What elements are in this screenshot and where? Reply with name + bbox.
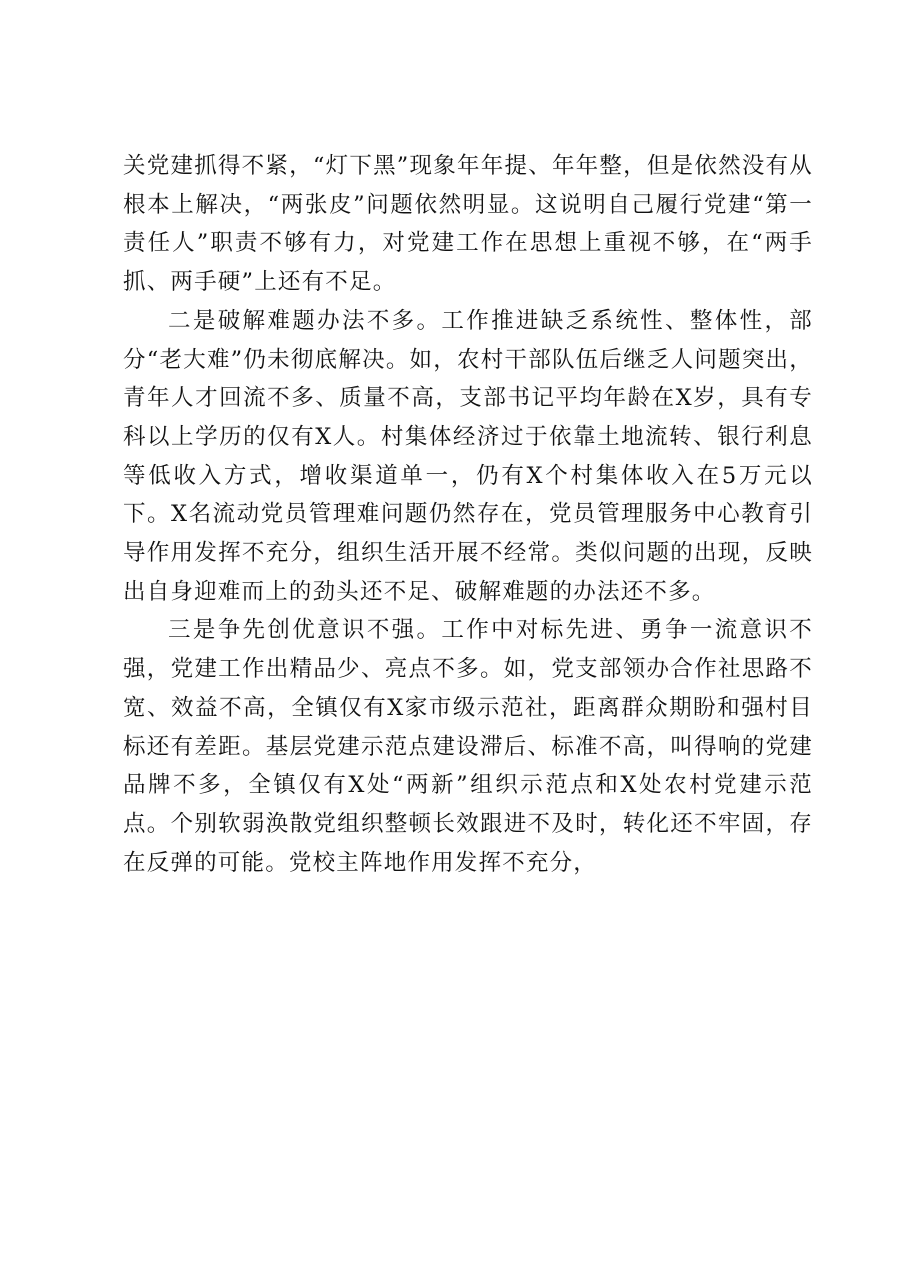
paragraph-continued: 关党建抓得不紧，“灯下黑”现象年年提、年年整，但是依然没有从根本上解决，“两张皮”问题依然明显。这说明自己履行党建“第一责任人”职责不够有力，对党建工作在思想上重视不够，在“两手抓、两手硬”上还有不足。 <box>123 153 813 296</box>
paragraph-three: 三是争先创优意识不强。工作中对标先进、勇争一流意识不强，党建工作出精品少、亮点不多。如，党支部领办合作社思路不宽、效益不高，全镇仅有X家市级示范社，距离群众期盼和强村目标还有差距。基层党建示范点建设滞后、标准不高，叫得响的党建品牌不多，全镇仅有X处“两新”组织示范点和X处农村党建示范点。个别软弱涣散党组织整顿长效跟进不及时，转化还不牢固，存在反弹的可能。党校主阵地作用发挥不充分， <box>123 617 813 876</box>
document-body <box>123 147 813 882</box>
paragraph-two: 二是破解难题办法不多。工作推进缺乏系统性、整体性，部分“老大难”仍未彻底解决。如，农村干部队伍后继乏人问题突出，青年人才回流不多、质量不高，支部书记平均年龄在X岁，具有专科以上学历的仅有X人。村集体经济过于依靠土地流转、银行利息等低收入方式，增收渠道单一，仍有X个村集体收入在5万元以下。X名流动党员管理难问题仍然存在，党员管理服务中心教育引导作用发挥不充分，组织生活开展不经常。类似问题的出现，反映出自身迎难而上的劲头还不足、破解难题的办法还不多。 <box>123 307 813 605</box>
